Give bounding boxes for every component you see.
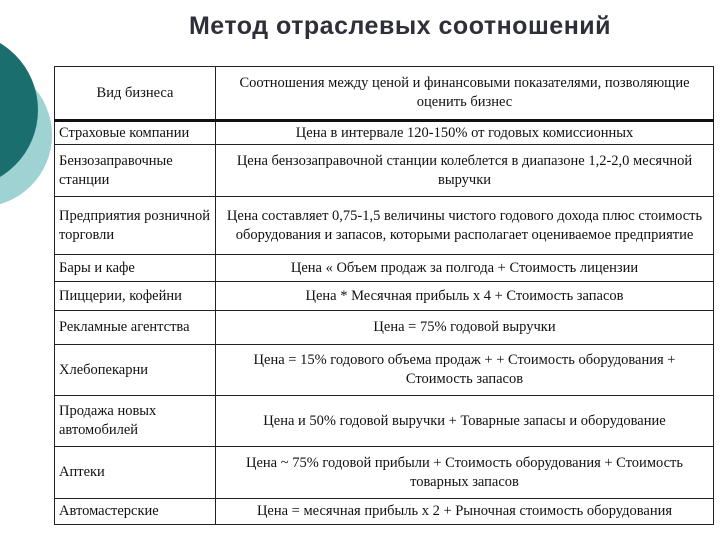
table-row	[55, 282, 714, 311]
table-row	[55, 145, 714, 197]
header-ratio: Соотношения между ценой и финансовыми показателями, позволяющие оценить бизнес	[216, 67, 714, 121]
ratio-cell: Цена = месячная прибыль х 2 + Рыночная стоимость оборудования	[216, 499, 714, 525]
page-title: Метод отраслевых соотношений	[188, 12, 612, 40]
business-cell: Страховые компании	[55, 121, 216, 145]
table-row	[55, 499, 714, 525]
ratio-cell: Цена = 15% годового объема продаж + + Стоимость оборудования + Стоимость запасов	[216, 345, 714, 396]
business-cell: Бары и кафе	[55, 255, 216, 282]
business-cell: Предприятия розничной торговли	[55, 197, 216, 255]
ratio-cell: Цена в интервале 120-150% от годовых комиссионных	[216, 121, 714, 145]
business-cell: Хлебопекарни	[55, 345, 216, 396]
table-row	[55, 447, 714, 499]
business-cell: Аптеки	[55, 447, 216, 499]
business-cell: Продажа новых автомобилей	[55, 396, 216, 447]
ratio-cell: Цена ~ 75% годовой прибыли + Стоимость оборудования + Стоимость товарных запасов	[216, 447, 714, 499]
ratio-cell: Цена * Месячная прибыль х 4 + Стоимость запасов	[216, 282, 714, 311]
business-cell: Автомастерские	[55, 499, 216, 525]
ratio-cell: Цена и 50% годовой выручки + Товарные запасы и оборудование	[216, 396, 714, 447]
table-row	[55, 311, 714, 345]
ratio-cell: Цена « Объем продаж за полгода + Стоимость лицензии	[216, 255, 714, 282]
table-header-row	[55, 67, 714, 121]
table-row	[55, 396, 714, 447]
header-business-type: Вид бизнеса	[55, 67, 216, 121]
table-row	[55, 255, 714, 282]
business-cell: Бензозаправочные станции	[55, 145, 216, 197]
business-cell: Рекламные агентства	[55, 311, 216, 345]
ratios-table	[54, 66, 714, 525]
decorative-circle-accent	[0, 0, 60, 300]
table-row	[55, 197, 714, 255]
ratio-cell: Цена составляет 0,75-1,5 величины чистого годового дохода плюс стоимость оборудования и запасов, которыми располагает оцениваемое предприятие	[216, 197, 714, 255]
business-cell: Пиццерии, кофейни	[55, 282, 216, 311]
ratio-cell: Цена бензозаправочной станции колеблется в диапазоне 1,2-2,0 месячной выручки	[216, 145, 714, 197]
ratio-cell: Цена = 75% годовой выручки	[216, 311, 714, 345]
table-row	[55, 345, 714, 396]
table-row	[55, 121, 714, 145]
